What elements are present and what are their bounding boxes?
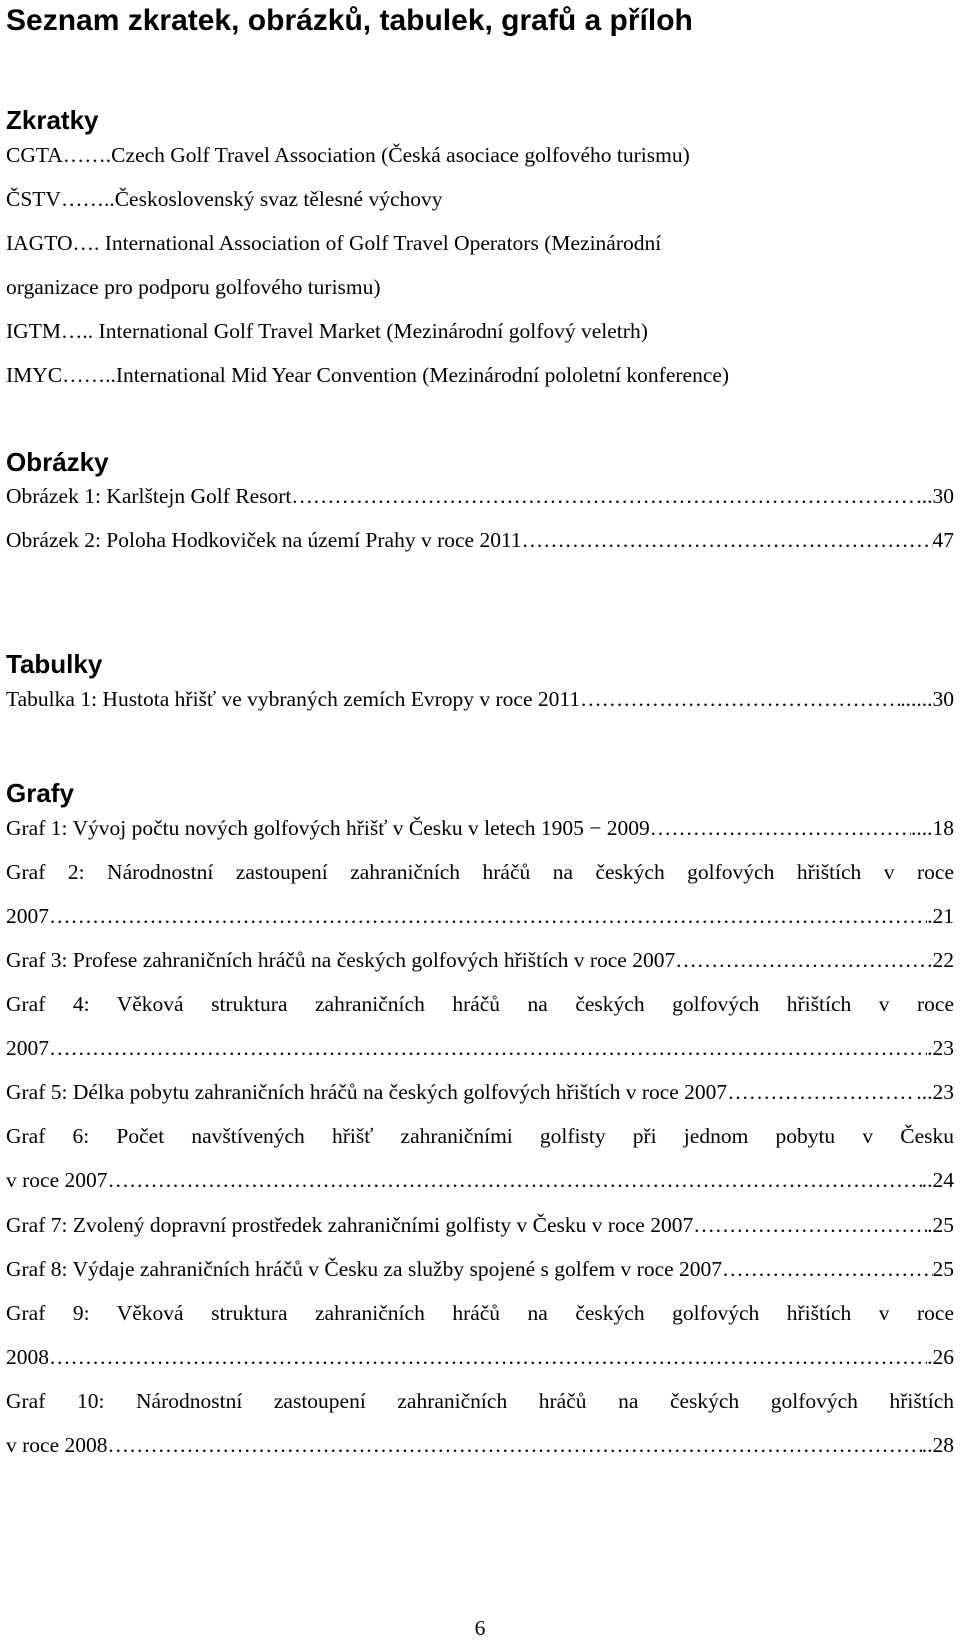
toc-entry-label: Graf 8: Výdaje zahraničních hráčů v Česku za služby spojené s golfem v roce 2007 [6,1257,723,1281]
toc-entry-label: 2007 [6,904,49,928]
toc-entry-label: 2008 [6,1345,49,1369]
toc-leader-dots [108,1431,922,1459]
abbreviation-iagto: IAGTO…. International Association of Golf Travel Operators (Mezinárodní [6,231,662,255]
toc-leader-dots [580,685,900,713]
abbreviation-iagto-continued: organizace pro podporu golfového turismu) [6,275,381,299]
abbreviations-heading: Zkratky [6,105,99,135]
toc-leader-dots [722,1255,932,1283]
toc-leader-dots [675,946,927,974]
toc-page-number: ...23 [916,1080,954,1104]
toc-entry-table-1[interactable] [6,685,954,713]
toc-page-number: .23 [927,1036,954,1060]
toc-leader-dots [49,902,927,930]
toc-entry-graph-1[interactable] [6,814,954,842]
toc-entry-label: Graf 5: Délka pobytu zahraničních hráčů na českých golfových hřištích v roce 2007 [6,1080,728,1104]
toc-entry-graph-5[interactable] [6,1078,954,1106]
toc-entry-graph-9-line1[interactable]: Graf 9: Věková struktura zahraničních hráčů na českých golfových hřištích v roce [6,1301,954,1325]
tables-heading: Tabulky [6,649,103,679]
toc-entry-label: Graf 3: Profese zahraničních hráčů na českých golfových hřištích v roce 2007 [6,948,676,972]
toc-entry-graph-2-line1[interactable]: Graf 2: Národnostní zastoupení zahraničních hráčů na českých golfových hřištích v roce [6,860,954,884]
toc-entry-graph-10[interactable] [6,1431,954,1459]
toc-entry-label: Obrázek 1: Karlštejn Golf Resort [6,484,292,508]
toc-entry-graph-2[interactable] [6,902,954,930]
abbreviation-igtm: IGTM….. International Golf Travel Market (Mezinárodní golfový veletrh) [6,319,648,343]
toc-page-number: ...30 [916,484,954,508]
toc-entry-figure-1[interactable] [6,482,954,510]
toc-page-number: .22 [927,948,954,972]
abbreviation-cstv: ČSTV……..Československý svaz tělesné výchovy [6,187,443,211]
toc-entry-graph-3[interactable] [6,946,954,974]
toc-leader-dots [108,1166,922,1194]
toc-page-number: .21 [927,904,954,928]
graphs-heading: Grafy [6,778,74,808]
toc-leader-dots [522,526,933,554]
toc-entry-graph-9[interactable] [6,1343,954,1371]
toc-page-number: 47 [932,528,954,552]
toc-entry-label: v roce 2007 [6,1168,108,1192]
toc-entry-graph-7[interactable] [6,1211,954,1239]
toc-entry-figure-2[interactable] [6,526,954,554]
toc-leader-dots [650,814,911,842]
abbreviation-cgta: CGTA…….Czech Golf Travel Association (Česká asociace golfového turismu) [6,143,690,167]
toc-entry-label: Obrázek 2: Poloha Hodkoviček na území Prahy v roce 2011 [6,528,522,552]
toc-entry-graph-4[interactable] [6,1034,954,1062]
toc-entry-graph-8[interactable] [6,1255,954,1283]
toc-entry-graph-4-line1[interactable]: Graf 4: Věková struktura zahraničních hráčů na českých golfových hřištích v roce [6,992,954,1016]
toc-leader-dots [291,482,916,510]
toc-leader-dots [49,1343,927,1371]
toc-entry-label: Graf 7: Zvolený dopravní prostředek zahraničními golfisty v Česku v roce 2007 [6,1213,694,1237]
toc-entry-label: Tabulka 1: Hustota hřišť ve vybraných zemích Evropy v roce 2011 [6,687,581,711]
toc-entry-label: 2007 [6,1036,49,1060]
toc-page-number: ....18 [911,816,954,840]
toc-entry-graph-10-line1[interactable]: Graf 10: Národnostní zastoupení zahraničních hráčů na českých golfových hřištích [6,1389,954,1413]
toc-entry-label: Graf 1: Vývoj počtu nových golfových hřišť v Česku v letech 1905 − 2009 [6,816,650,840]
toc-page-number: .26 [927,1345,954,1369]
toc-leader-dots [727,1078,916,1106]
abbreviation-imyc: IMYC……..International Mid Year Convention (Mezinárodní pololetní konference) [6,363,730,387]
toc-page-number: ..28 [921,1433,954,1457]
figures-heading: Obrázky [6,447,109,477]
toc-page-number: ......30 [900,687,954,711]
toc-entry-label: v roce 2008 [6,1433,108,1457]
toc-page-number: ..24 [921,1168,954,1192]
toc-page-number: 25 [932,1257,954,1281]
page-title: Seznam zkratek, obrázků, tabulek, grafů a příloh [6,4,693,37]
page-number: 6 [474,1616,486,1640]
toc-leader-dots [49,1034,927,1062]
toc-entry-graph-6[interactable] [6,1166,954,1194]
toc-entry-graph-6-line1[interactable]: Graf 6: Počet navštívených hřišť zahraničními golfisty při jednom pobytu v Česku [6,1124,954,1148]
toc-page-number: .25 [927,1213,954,1237]
toc-leader-dots [693,1211,927,1239]
